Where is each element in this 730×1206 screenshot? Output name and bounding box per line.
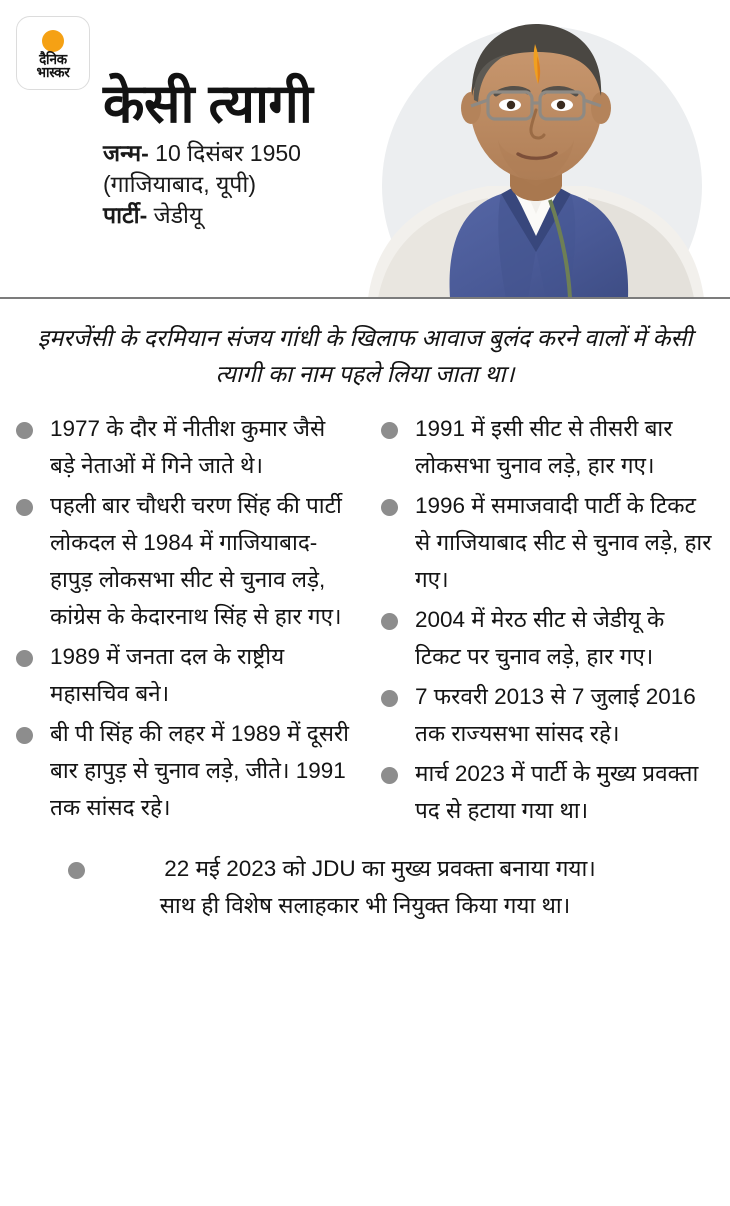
header-section xyxy=(0,0,730,298)
left-bullet-list xyxy=(14,410,355,826)
left-column xyxy=(14,410,365,832)
bullet-icon xyxy=(381,767,398,784)
list-item-text: 1996 में समाजवादी पार्टी के टिकट से गाजियाबाद सीट से चुनाव लड़े, हार गए। xyxy=(415,493,712,592)
list-item xyxy=(379,410,716,484)
page-title: केसी त्यागी xyxy=(103,74,313,134)
party-label: पार्टी- xyxy=(103,202,148,228)
sun-icon xyxy=(42,30,64,52)
list-item-text: 7 फरवरी 2013 से 7 जुलाई 2016 तक राज्यसभा सांसद रहे। xyxy=(415,684,696,746)
logo-line-2: भास्कर xyxy=(36,64,70,80)
bullet-icon xyxy=(381,499,398,516)
list-item-text: 1977 के दौर में नीतीश कुमार जैसे बड़े नेताओं में गिने जाते थे। xyxy=(50,416,326,478)
portrait-illustration xyxy=(338,0,730,298)
bullet-icon xyxy=(381,422,398,439)
list-item xyxy=(379,601,716,675)
list-item xyxy=(379,755,716,829)
party-value: जेडीयू xyxy=(147,202,203,228)
list-item xyxy=(14,638,355,712)
facts-columns xyxy=(0,410,730,832)
header-text-block xyxy=(103,74,365,231)
list-item xyxy=(379,678,716,752)
list-item-text: 2004 में मेरठ सीट से जेडीयू के टिकट पर चुनाव लड़े, हार गए। xyxy=(415,607,665,669)
list-item-text: 1989 में जनता दल के राष्ट्रीय महासचिव बने। xyxy=(50,644,285,706)
birth-value: 10 दिसंबर 1950 xyxy=(148,140,301,166)
birth-line xyxy=(103,138,365,169)
list-item xyxy=(379,487,716,598)
logo-line-1: दैनिक xyxy=(39,51,67,67)
bullet-icon xyxy=(16,499,33,516)
right-bullet-list xyxy=(379,410,716,829)
portrait-photo xyxy=(338,0,730,298)
footer-line-1: 22 मई 2023 को JDU का मुख्य प्रवक्ता बनाया गया। xyxy=(164,856,596,881)
list-item xyxy=(14,715,355,826)
right-column xyxy=(365,410,716,832)
birth-place: (गाजियाबाद, यूपी) xyxy=(103,171,256,197)
bullet-icon xyxy=(16,650,33,667)
bullet-icon xyxy=(16,727,33,744)
footer-note xyxy=(30,850,700,924)
list-item-text: पहली बार चौधरी चरण सिंह की पार्टी लोकदल से 1984 में गाजियाबाद-हापुड़ लोकसभा सीट से चुनाव लड़े, कांग्रेस के केदारनाथ सिंह से हार गए। xyxy=(50,493,342,629)
bullet-icon xyxy=(68,862,85,879)
intro-text: इमरजेंसी के दरमियान संजय गांधी के खिलाफ आवाज बुलंद करने वालों में केसी त्यागी का नाम पहले लिया जाता था। xyxy=(37,325,693,387)
header-divider xyxy=(0,297,730,299)
bullet-icon xyxy=(381,613,398,630)
party-line xyxy=(103,200,365,231)
list-item-text: मार्च 2023 में पार्टी के मुख्य प्रवक्ता पद से हटाया गया था। xyxy=(415,761,699,823)
birth-label: जन्म- xyxy=(103,140,149,166)
bullet-icon xyxy=(16,422,33,439)
list-item-text: बी पी सिंह की लहर में 1989 में दूसरी बार हापुड़ से चुनाव लड़े, जीते। 1991 तक सांसद रहे। xyxy=(50,721,349,820)
list-item-text: 1991 में इसी सीट से तीसरी बार लोकसभा चुनाव लड़े, हार गए। xyxy=(415,416,673,478)
list-item xyxy=(14,410,355,484)
list-item xyxy=(14,487,355,635)
bullet-icon xyxy=(381,690,398,707)
footer-line-2: साथ ही विशेष सलाहकार भी नियुक्त किया गया था। xyxy=(159,893,571,918)
dainik-bhaskar-logo xyxy=(16,16,90,90)
